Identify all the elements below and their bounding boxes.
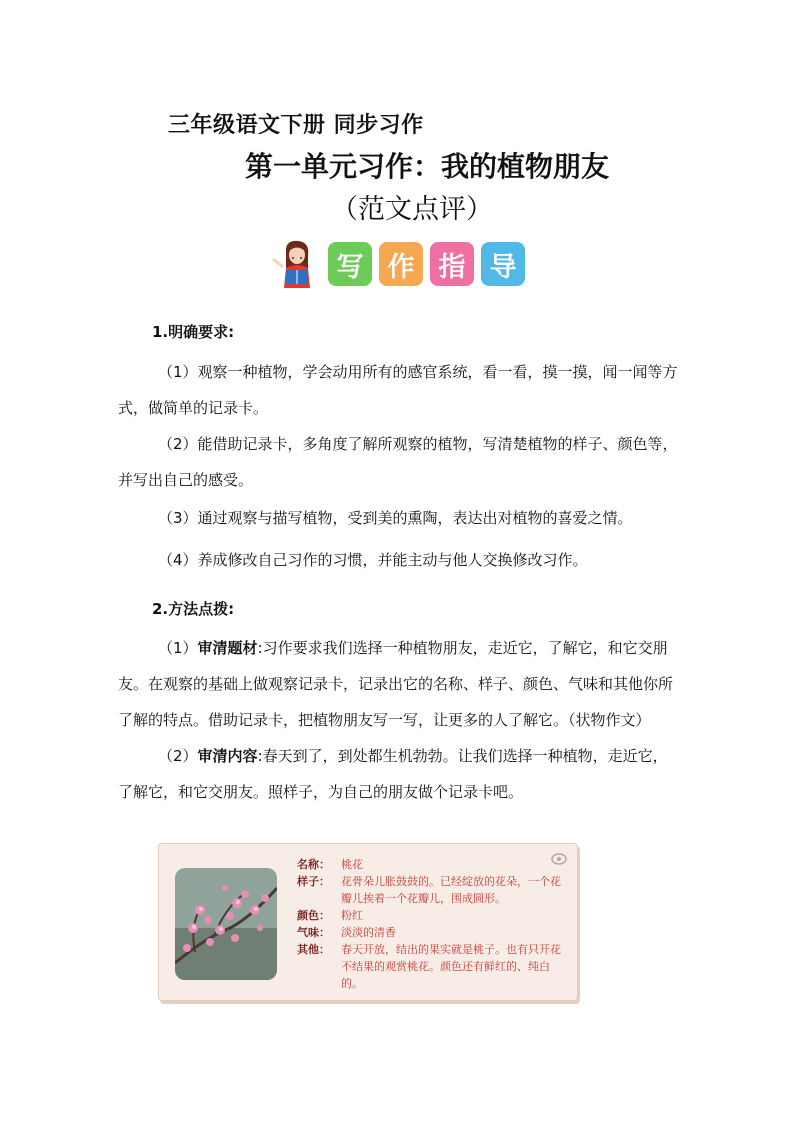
tile-group (328, 242, 525, 286)
method-1-text: :习作要求我们选择一种植物朋友，走近它，了解它，和它交朋友。在观察的基础上做观察记录卡，记录出它的名称、样子、颜色、气味和其他你所了解的特点。借助记录卡，把植物朋友写一写，让更多的人了解它。（状物作文） (118, 639, 674, 729)
record-card (158, 843, 578, 1001)
unit-title: 第一单元习作：我的植物朋友 (244, 150, 609, 183)
tile-compose: 作 (379, 242, 423, 286)
method-1-label: 审清题材 (197, 639, 258, 657)
record-row-smell (297, 924, 569, 941)
record-value: 花骨朵儿胀鼓鼓的。已经绽放的花朵，一个花瓣儿挨着一个花瓣儿，围成圆形。 (341, 875, 561, 905)
subtitle: （范文点评） (331, 194, 493, 225)
record-card-info (297, 856, 569, 992)
record-label: 样子： (297, 875, 330, 888)
method-2-label: 审清内容 (197, 747, 258, 765)
record-value: 春天开放，结出的果实就是桃子。也有只开花不结果的观赏桃花。颜色还有鲜红的、纯白的。 (341, 943, 561, 990)
tile-guide: 导 (481, 242, 525, 286)
record-label: 其他： (297, 943, 330, 956)
method-2-text: :春天到了，到处都生机勃勃。让我们选择一种植物，走近它，了解它，和它交朋友。照样子，为自己的朋友做个记录卡吧。 (118, 747, 668, 801)
record-row-look (297, 873, 569, 907)
record-row-other (297, 941, 569, 992)
record-value: 淡淡的清香 (341, 926, 396, 939)
grade-title: 三年级语文下册 同步习作 (168, 113, 424, 138)
requirement-1: （1）观察一种植物，学会动用所有的感官系统，看一看，摸一摸，闻一闻等方式，做简单的记录卡。 (118, 363, 678, 417)
method-1 (118, 630, 678, 738)
requirement-4: （4）养成修改自己习作的习惯，并能主动与他人交换修改习作。 (158, 551, 588, 569)
peach-blossom-photo (175, 868, 277, 980)
record-value: 粉红 (341, 909, 363, 922)
record-row-name (297, 856, 569, 873)
requirements-list (118, 354, 678, 578)
method-2-prefix: （2） (158, 747, 198, 765)
method-1-prefix: （1） (158, 639, 198, 657)
record-label: 名称： (297, 858, 330, 871)
record-row-color (297, 907, 569, 924)
record-value: 桃花 (341, 858, 363, 871)
record-label: 气味： (297, 926, 330, 939)
record-label: 颜色： (297, 909, 330, 922)
teacher-reading-icon (272, 238, 322, 290)
section1-heading: 1.明确要求: (152, 323, 235, 341)
method-2 (118, 738, 678, 810)
section2-heading: 2.方法点拨: (152, 600, 235, 618)
tile-write: 写 (328, 242, 372, 286)
writing-guide-banner (272, 238, 525, 290)
tile-point: 指 (430, 242, 474, 286)
requirement-2: （2）能借助记录卡，多角度了解所观察的植物，写清楚植物的样子、颜色等，并写出自己的感受。 (118, 435, 678, 489)
method-list (118, 630, 678, 810)
requirement-3: （3）通过观察与描写植物，受到美的熏陶，表达出对植物的喜爱之情。 (158, 509, 633, 527)
